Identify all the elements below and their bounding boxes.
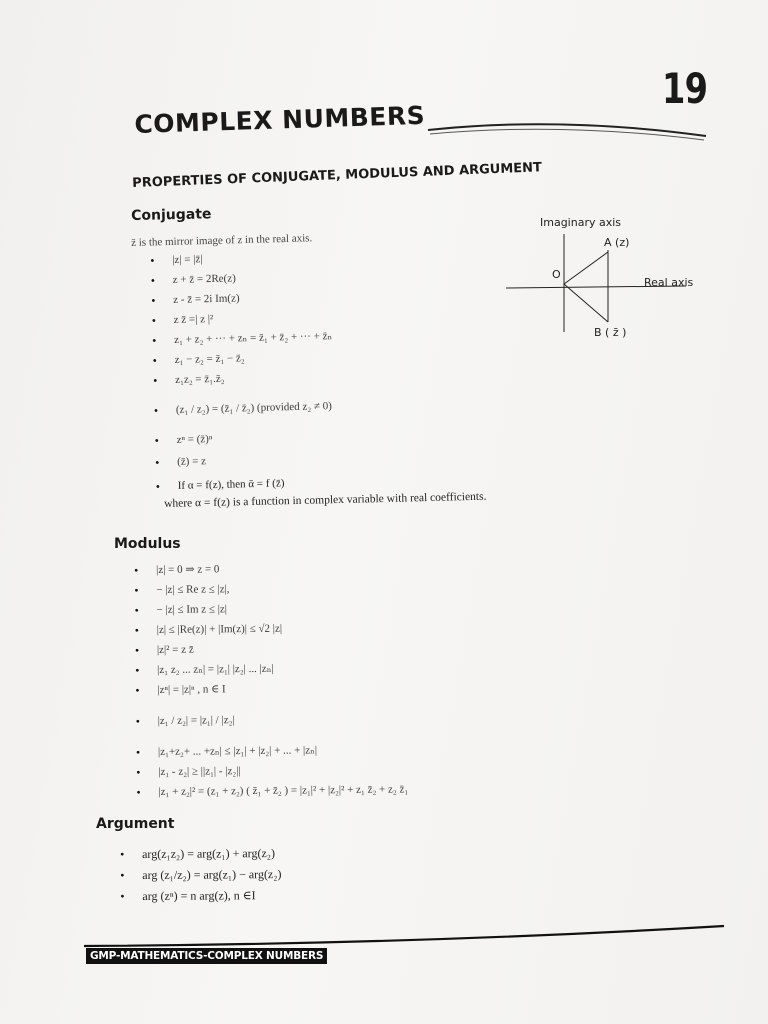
argument-list [120, 843, 282, 907]
list-item: • |z₁ z₂ ... zₙ| = |z₁| |z₂| ... |zₙ| [135, 662, 274, 678]
conjugate-intro: z̄ is the mirror image of z in the real axis. [131, 232, 313, 249]
argand-diagram [500, 212, 700, 357]
list-item: • |z| = |z̄| [150, 253, 203, 268]
list-item: • |z₁ / z₂| = |z₁| / |z₂| [135, 714, 235, 729]
list-item: • If α = f(z), then ᾱ = f (z̄) [155, 477, 285, 494]
real-axis-label: Real axis [644, 276, 694, 289]
list-item: • arg (zⁿ) = n arg(z), n ∈I [120, 888, 256, 904]
imaginary-axis-label: Imaginary axis [540, 216, 622, 229]
list-item: • z - z̄ = 2i Im(z) [151, 292, 240, 308]
list-item: • |z₁+z₂+ ... +zₙ| ≤ |z₁| + |z₂| + ... + |zₙ| [135, 744, 318, 760]
list-item: • − |z| ≤ Re z ≤ |z|, [134, 583, 230, 598]
list-item: • |z|² = z z̄ [134, 643, 194, 658]
list-item: • z₁ − z₂ = z̄₁ − z̄₂ [152, 352, 245, 368]
chapter-number: 19 [662, 64, 708, 113]
point-a-label: A (z) [604, 236, 630, 249]
footer-label: GMP-MATHEMATICS-COMPLEX NUMBERS [86, 948, 327, 964]
list-item: • |zⁿ| = |z|ⁿ , n ∈ I [135, 683, 226, 698]
list-item: • zⁿ = (z̄)ⁿ [154, 433, 213, 448]
list-item: • arg (z₁/z₂) = arg(z₁) − arg(z₂) [120, 867, 282, 883]
origin-label: O [552, 268, 561, 281]
list-item: • − |z| ≤ Im z ≤ |z| [134, 603, 228, 618]
list-item: • |z₁ - z₂| ≥ ||z₁| - |z₂|| [136, 765, 241, 780]
conjugate-list [150, 246, 336, 498]
list-item: • z + z̄ = 2Re(z) [150, 272, 236, 288]
list-item: • |z| ≤ |Re(z)| + |Im(z)| ≤ √2 |z| [134, 622, 283, 638]
list-item: • z z̄ =| z |² [151, 313, 214, 328]
chapter-title: COMPLEX NUMBERS [134, 100, 426, 139]
list-item: • z₁z₂ = z̄₁.z̄₂ [153, 372, 225, 388]
list-item: • |z₁ + z₂|² = (z₁ + z₂) ( z̄₁ + z̄₂ ) = |z₁|² + |z₂|² + z₁ z̄₂ + z₂ z̄₁ [136, 783, 409, 800]
modulus-list [134, 557, 409, 802]
argument-heading: Argument [96, 816, 175, 832]
list-item: • |z| = 0 ⇒ z = 0 [134, 563, 220, 578]
list-item: • (z₁ / z₂) = (z̄₁ / z̄₂) (provided z₂ ≠ 0) [153, 400, 333, 418]
section-title: PROPERTIES OF CONJUGATE, MODULUS AND ARGUMENT [132, 160, 543, 191]
list-item: • (z̄) = z [155, 455, 207, 470]
list-item: • arg(z₁z₂) = arg(z₁) + arg(z₂) [120, 846, 275, 862]
conjugate-heading: Conjugate [131, 206, 212, 224]
list-item: • z₁ + z₂ + ··· + zₙ = z̄₁ + z̄₂ + ··· + z̄ₙ [152, 330, 333, 348]
point-b-label: B ( z̄ ) [594, 326, 627, 339]
modulus-heading: Modulus [114, 536, 181, 552]
conjugate-note: where α = f(z) is a function in complex variable with real coefficients. [164, 490, 487, 510]
